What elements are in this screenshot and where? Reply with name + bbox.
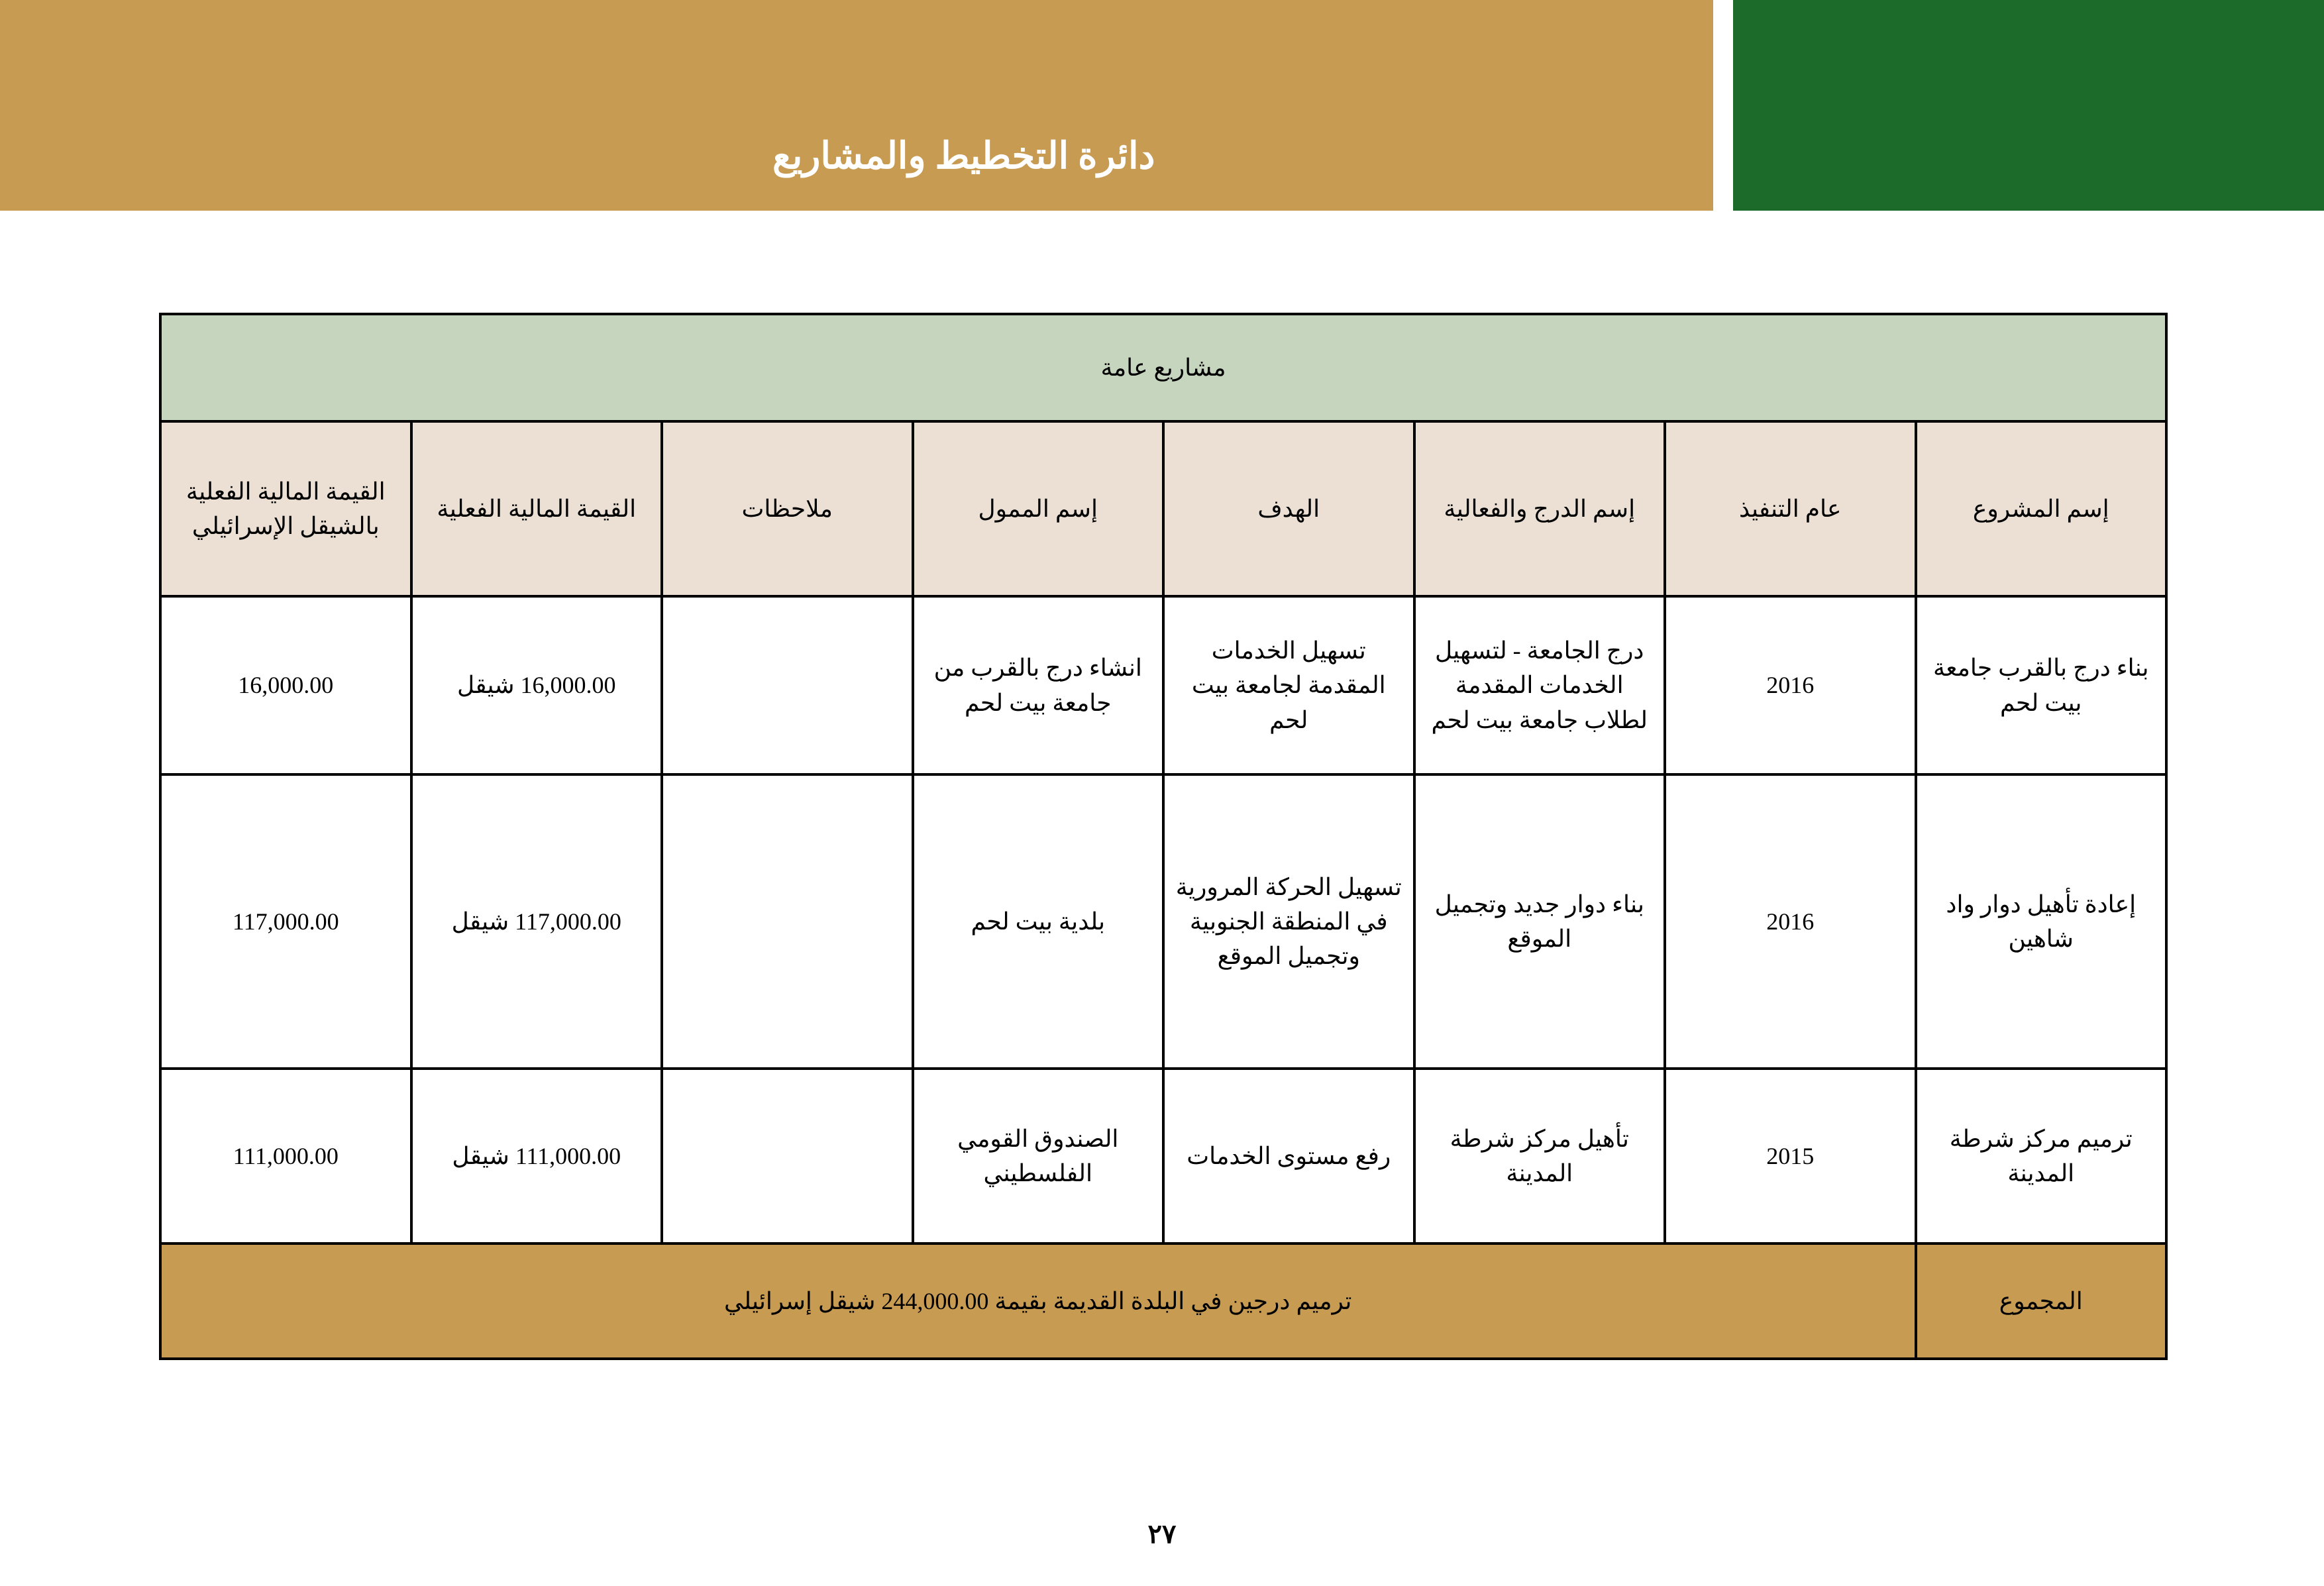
cell-value-ils: 117,000.00 bbox=[160, 774, 411, 1069]
header-band-green bbox=[1733, 0, 2324, 211]
column-header-project: إسم المشروع bbox=[1916, 421, 2167, 596]
column-header-goal: الهدف bbox=[1163, 421, 1414, 596]
cell-activity: تأهيل مركز شرطة المدينة bbox=[1414, 1069, 1665, 1243]
cell-funder: انشاء درج بالقرب من جامعة بيت لحم bbox=[913, 596, 1164, 774]
cell-project: ترميم مركز شرطة المدينة bbox=[1916, 1069, 2167, 1243]
cell-funder: الصندوق القومي الفلسطيني bbox=[913, 1069, 1164, 1243]
header-band-gold bbox=[0, 0, 1713, 211]
cell-value-ils: 16,000.00 bbox=[160, 596, 411, 774]
table-total-row bbox=[160, 1243, 2166, 1359]
section-title-cell: مشاريع عامة bbox=[160, 314, 2166, 421]
cell-notes bbox=[662, 1069, 913, 1243]
cell-notes bbox=[662, 596, 913, 774]
cell-funder: بلدية بيت لحم bbox=[913, 774, 1164, 1069]
column-header-year: عام التنفيذ bbox=[1665, 421, 1916, 596]
total-label-cell: المجموع bbox=[1916, 1243, 2167, 1359]
cell-value-ils: 111,000.00 bbox=[160, 1069, 411, 1243]
cell-activity: بناء دوار جديد وتجميل الموقع bbox=[1414, 774, 1665, 1069]
cell-year: 2015 bbox=[1665, 1069, 1916, 1243]
column-header-notes: ملاحظات bbox=[662, 421, 913, 596]
cell-activity: درج الجامعة - لتسهيل الخدمات المقدمة لطلاب جامعة بيت لحم bbox=[1414, 596, 1665, 774]
department-title: دائرة التخطيط والمشاريع bbox=[772, 136, 1155, 177]
table-row bbox=[160, 596, 2166, 774]
table-header-row bbox=[160, 421, 2166, 596]
cell-value: 117,000.00 شيقل bbox=[411, 774, 662, 1069]
table-row bbox=[160, 1069, 2166, 1243]
table-section-title-row bbox=[160, 314, 2166, 421]
cell-year: 2016 bbox=[1665, 774, 1916, 1069]
column-header-funder: إسم الممول bbox=[913, 421, 1164, 596]
cell-goal: تسهيل الخدمات المقدمة لجامعة بيت لحم bbox=[1163, 596, 1414, 774]
cell-goal: رفع مستوى الخدمات bbox=[1163, 1069, 1414, 1243]
cell-year: 2016 bbox=[1665, 596, 1916, 774]
table-row bbox=[160, 774, 2166, 1069]
column-header-value: القيمة المالية الفعلية bbox=[411, 421, 662, 596]
cell-value: 111,000.00 شيقل bbox=[411, 1069, 662, 1243]
total-summary-cell: ترميم درجين في البلدة القديمة بقيمة 244,000.00 شيقل إسرائيلي bbox=[160, 1243, 1916, 1359]
cell-notes bbox=[662, 774, 913, 1069]
page-number: ٢٧ bbox=[1147, 1519, 1177, 1549]
cell-project: إعادة تأهيل دوار واد شاهين bbox=[1916, 774, 2167, 1069]
projects-table bbox=[159, 313, 2168, 1360]
cell-project: بناء درج بالقرب جامعة بيت لحم bbox=[1916, 596, 2167, 774]
cell-value: 16,000.00 شيقل bbox=[411, 596, 662, 774]
cell-goal: تسهيل الحركة المرورية في المنطقة الجنوبية وتجميل الموقع bbox=[1163, 774, 1414, 1069]
column-header-activity: إسم الدرج والفعالية bbox=[1414, 421, 1665, 596]
column-header-value-ils: القيمة المالية الفعلية بالشيقل الإسرائيلي bbox=[160, 421, 411, 596]
